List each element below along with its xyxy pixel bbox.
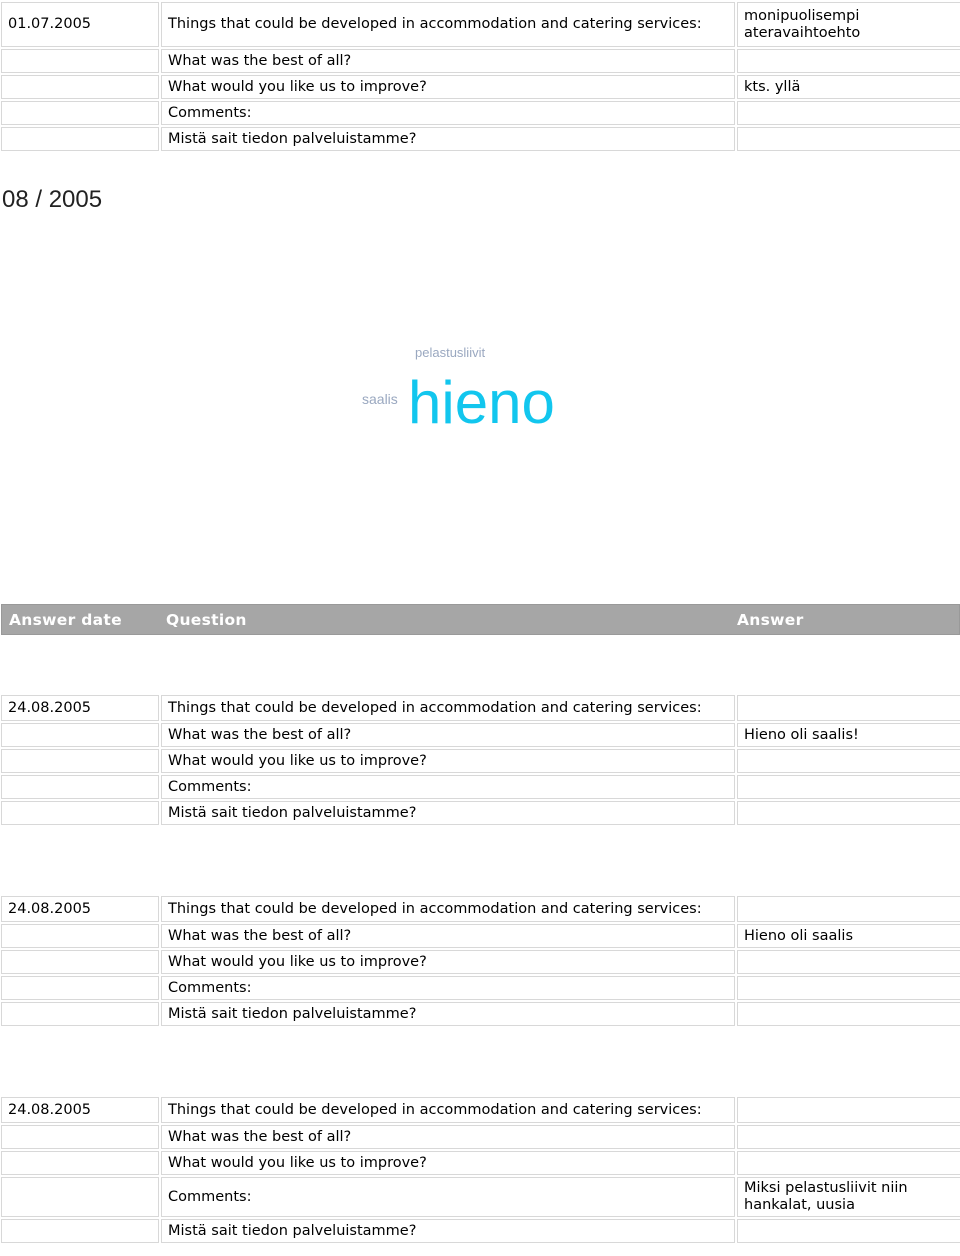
answer-date: 24.08.2005 (1, 1097, 159, 1123)
empty-cell (1, 101, 159, 125)
answer-cell: Miksi pelastusliivit niin hankalat, uusia (737, 1177, 960, 1217)
empty-cell (1, 1151, 159, 1175)
answer-cell (737, 775, 960, 799)
answer-cell (737, 1002, 960, 1026)
empty-cell (1, 924, 159, 948)
empty-cell (1, 801, 159, 825)
question-cell: Comments: (161, 1177, 735, 1217)
cloud-word-pelastusliivit: pelastusliivit (415, 345, 486, 360)
cloud-word-saalis: saalis (362, 391, 398, 407)
empty-cell (1, 127, 159, 151)
question-cell: What was the best of all? (161, 924, 735, 948)
answer-cell (737, 1125, 960, 1149)
answer-cell (737, 976, 960, 1000)
entry-1 (0, 693, 960, 827)
empty-cell (1, 1219, 159, 1243)
answer-cell (737, 1097, 960, 1123)
question-cell: Mistä sait tiedon palveluistamme? (161, 127, 735, 151)
question-cell: Mistä sait tiedon palveluistamme? (161, 1219, 735, 1243)
answer-cell (737, 801, 960, 825)
answer-cell: monipuolisempi ateravaihtoehto (737, 2, 960, 47)
question-cell: What would you like us to improve? (161, 75, 735, 99)
answer-table (0, 1095, 960, 1245)
answer-cell (737, 950, 960, 974)
answer-table (0, 894, 960, 1028)
question-cell: Things that could be developed in accommodation and catering services: (161, 2, 735, 47)
answer-cell: Hieno oli saalis (737, 924, 960, 948)
question-cell: Mistä sait tiedon palveluistamme? (161, 801, 735, 825)
word-cloud (0, 330, 960, 450)
empty-cell (1, 749, 159, 773)
question-cell: Comments: (161, 976, 735, 1000)
cloud-word-hieno: hieno (408, 369, 555, 436)
question-cell: Comments: (161, 101, 735, 125)
table-header (1, 604, 960, 635)
empty-cell (1, 75, 159, 99)
answer-cell (737, 896, 960, 922)
answer-date: 24.08.2005 (1, 695, 159, 721)
empty-cell (1, 976, 159, 1000)
header-answer-date: Answer date (9, 611, 122, 629)
month-heading: 08 / 2005 (2, 186, 103, 213)
empty-cell (1, 1177, 159, 1217)
answer-cell (737, 127, 960, 151)
header-question: Question (166, 611, 247, 629)
question-cell: Mistä sait tiedon palveluistamme? (161, 1002, 735, 1026)
answer-cell (737, 49, 960, 73)
question-cell: What would you like us to improve? (161, 950, 735, 974)
question-cell: Things that could be developed in accommodation and catering services: (161, 1097, 735, 1123)
question-cell: What would you like us to improve? (161, 1151, 735, 1175)
empty-cell (1, 1002, 159, 1026)
entry-3 (0, 1095, 960, 1245)
answer-cell (737, 1219, 960, 1243)
entry-2 (0, 894, 960, 1028)
empty-cell (1, 1125, 159, 1149)
question-cell: Things that could be developed in accommodation and catering services: (161, 695, 735, 721)
question-cell: What was the best of all? (161, 49, 735, 73)
question-cell: What was the best of all? (161, 1125, 735, 1149)
empty-cell (1, 775, 159, 799)
header-answer: Answer (737, 611, 804, 629)
answer-cell (737, 695, 960, 721)
answer-cell (737, 749, 960, 773)
answer-table (0, 0, 960, 153)
answer-date: 01.07.2005 (1, 2, 159, 47)
question-cell: Things that could be developed in accommodation and catering services: (161, 896, 735, 922)
answer-cell: kts. yllä (737, 75, 960, 99)
answer-cell (737, 101, 960, 125)
empty-cell (1, 723, 159, 747)
answer-cell: Hieno oli saalis! (737, 723, 960, 747)
empty-cell (1, 49, 159, 73)
question-cell: What was the best of all? (161, 723, 735, 747)
answer-table (0, 693, 960, 827)
answer-cell (737, 1151, 960, 1175)
question-cell: Comments: (161, 775, 735, 799)
entry-2005-07-01 (0, 0, 960, 153)
question-cell: What would you like us to improve? (161, 749, 735, 773)
answer-date: 24.08.2005 (1, 896, 159, 922)
empty-cell (1, 950, 159, 974)
